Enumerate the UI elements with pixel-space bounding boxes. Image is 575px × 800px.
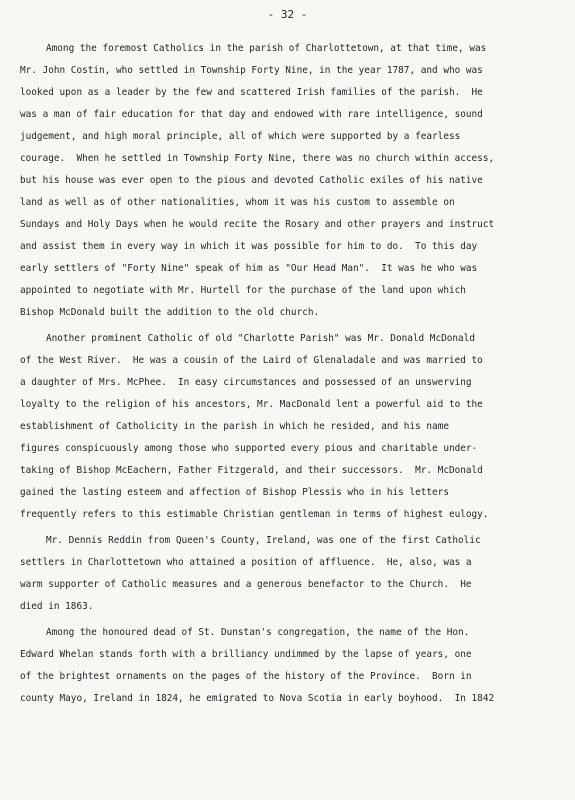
text-line: looked upon as a leader by the few and scattered Irish families of the parish. He bbox=[20, 87, 483, 98]
text-line: land as well as of other nationalities, whom it was his custom to assemble on bbox=[20, 197, 455, 208]
text-line: settlers in Charlottetown who attained a position of affluence. He, also, was a bbox=[20, 557, 472, 568]
paragraph-dennis-reddin bbox=[20, 530, 560, 618]
text-line: loyalty to the religion of his ancestors, Mr. MacDonald lent a powerful aid to the bbox=[20, 399, 483, 410]
text-line: Another prominent Catholic of old "Charlotte Parish" was Mr. Donald McDonald bbox=[46, 333, 475, 344]
text-line: but his house was ever open to the pious and devoted Catholic exiles of his native bbox=[20, 175, 483, 186]
text-line: appointed to negotiate with Mr. Hurtell for the purchase of the land upon which bbox=[20, 285, 466, 296]
text-line: early settlers of "Forty Nine" speak of him as "Our Head Man". It was he who was bbox=[20, 263, 478, 274]
text-line: Mr. Dennis Reddin from Queen's County, Ireland, was one of the first Catholic bbox=[46, 535, 481, 546]
text-line: figures conspicuously among those who supported every pious and charitable under- bbox=[20, 443, 478, 454]
text-line: courage. When he settled in Township Forty Nine, there was no church within access, bbox=[20, 153, 495, 164]
text-line: Bishop McDonald built the addition to the old church. bbox=[20, 307, 320, 318]
text-line: Sundays and Holy Days when he would recite the Rosary and other prayers and instruct bbox=[20, 219, 495, 230]
paragraph-edward-whelan bbox=[20, 622, 560, 710]
text-line: of the brightest ornaments on the pages of the history of the Province. Born in bbox=[20, 671, 472, 682]
paragraph-donald-mcdonald bbox=[20, 328, 560, 526]
text-line: Among the honoured dead of St. Dunstan's congregation, the name of the Hon. bbox=[46, 627, 470, 638]
text-line: Mr. John Costin, who settled in Township Forty Nine, in the year 1787, and who was bbox=[20, 65, 483, 76]
page-number: - 32 - bbox=[267, 8, 308, 21]
text-line: was a man of fair education for that day and endowed with rare intelligence, sound bbox=[20, 109, 483, 120]
text-line: of the West River. He was a cousin of the Laird of Glenaladale and was married to bbox=[20, 355, 483, 366]
text-line: Among the foremost Catholics in the parish of Charlottetown, at that time, was bbox=[46, 43, 487, 54]
text-line: gained the lasting esteem and affection of Bishop Plessis who in his letters bbox=[20, 487, 449, 498]
paragraph-john-costin bbox=[20, 38, 560, 324]
text-line: taking of Bishop McEachern, Father Fitzgerald, and their successors. Mr. McDonald bbox=[20, 465, 483, 476]
body-text bbox=[20, 38, 560, 710]
text-line: died in 1863. bbox=[20, 601, 94, 612]
text-line: establishment of Catholicity in the parish in which he resided, and his name bbox=[20, 421, 449, 432]
text-line: frequently refers to this estimable Christian gentleman in terms of highest eulogy. bbox=[20, 509, 489, 520]
text-line: and assist them in every way in which it was possible for him to do. To this day bbox=[20, 241, 478, 252]
text-line: county Mayo, Ireland in 1824, he emigrated to Nova Scotia in early boyhood. In 1842 bbox=[20, 693, 495, 704]
text-line: Edward Whelan stands forth with a brilliancy undimmed by the lapse of years, one bbox=[20, 649, 472, 660]
text-line: a daughter of Mrs. McPhee. In easy circumstances and possessed of an unswerving bbox=[20, 377, 472, 388]
text-line: warm supporter of Catholic measures and a generous benefactor to the Church. He bbox=[20, 579, 472, 590]
text-line: judgement, and high moral principle, all of which were supported by a fearless bbox=[20, 131, 461, 142]
